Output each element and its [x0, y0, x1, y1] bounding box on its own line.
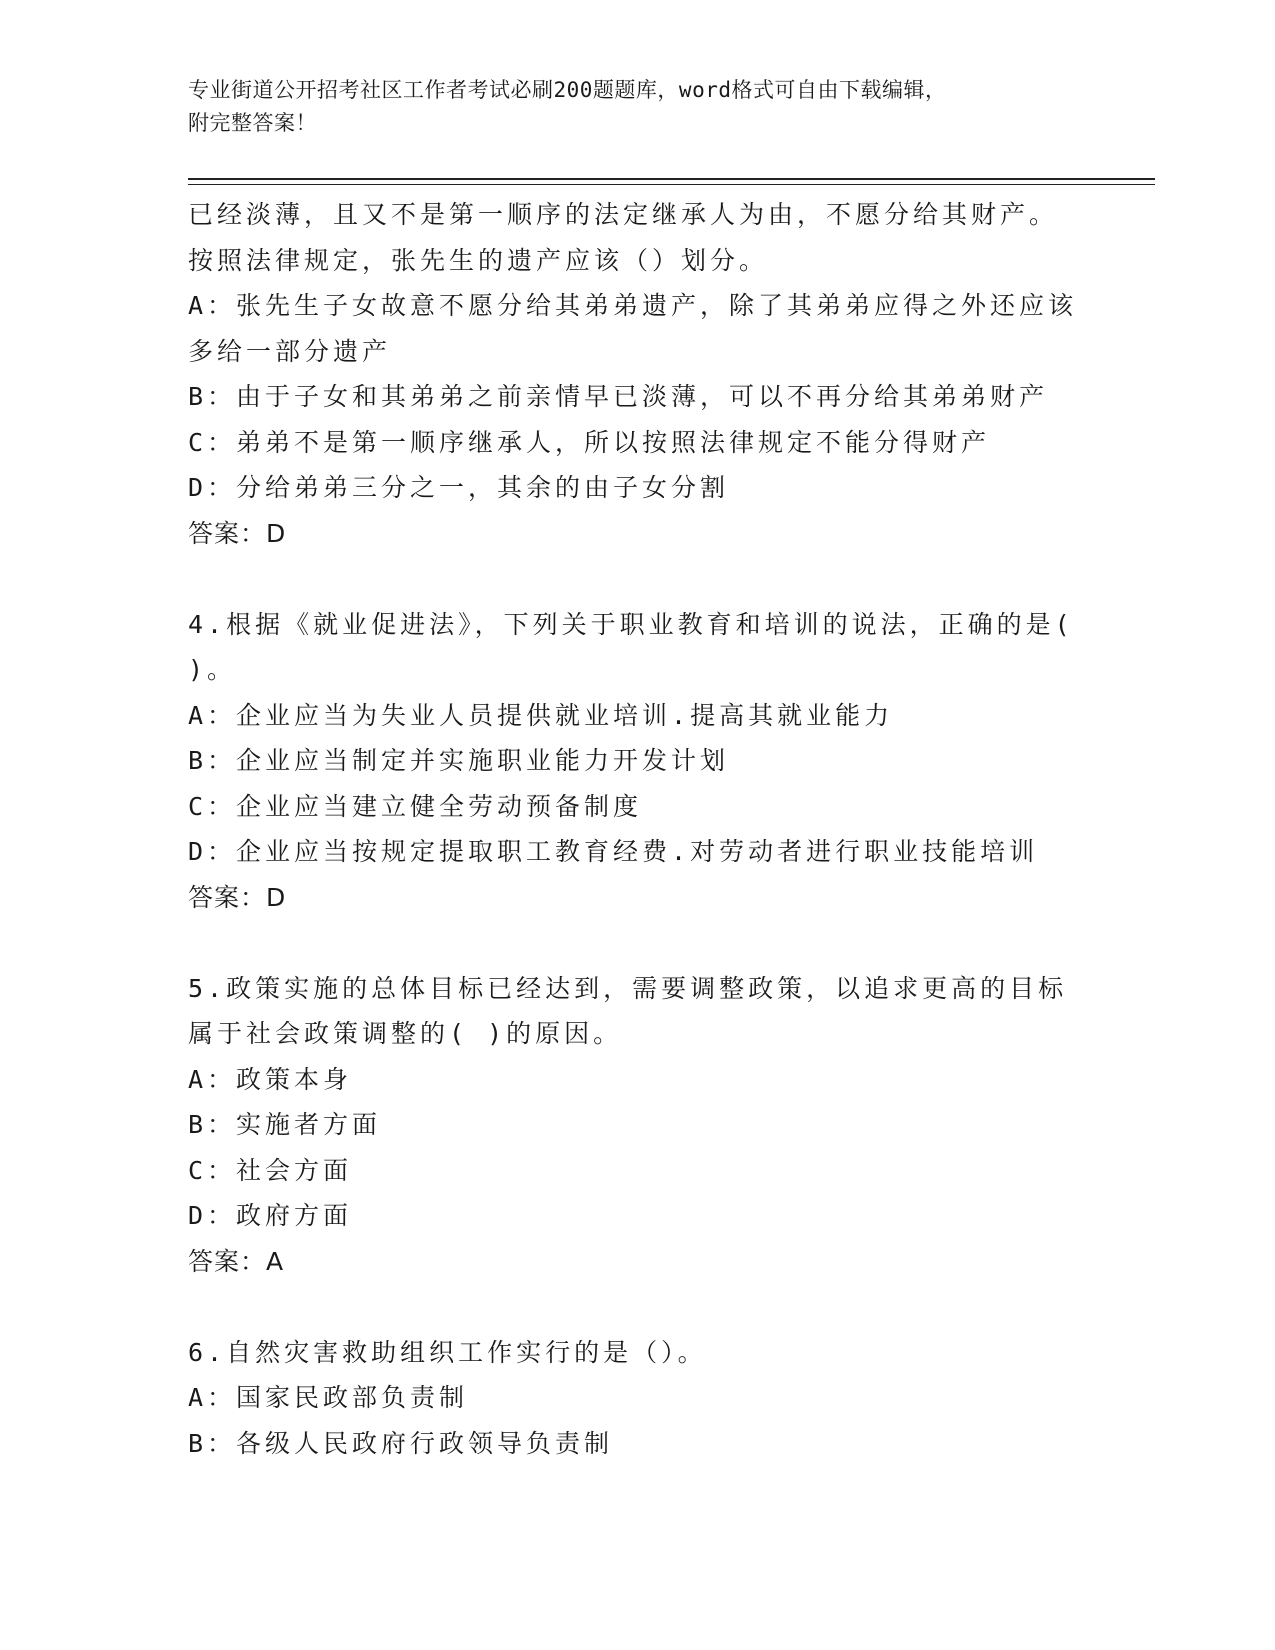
header-line-1: 专业街道公开招考社区工作者考试必刷200题题库，word格式可自由下载编辑， [188, 78, 947, 102]
question-block-6 [188, 1330, 1088, 1467]
question-stem-line: 属于社会政策调整的( )的原因。 [188, 1019, 623, 1048]
question-block-4 [188, 602, 1088, 921]
option-d: D：企业应当按规定提取职工教育经费.对劳动者进行职业技能培训 [188, 837, 1039, 866]
option-b: B：企业应当制定并实施职业能力开发计划 [188, 746, 730, 775]
option-a: A：张先生子女故意不愿分给其弟弟遗产，除了其弟弟应得之外还应该 [188, 291, 1078, 320]
question-stem-line: 4.根据《就业促进法》，下列关于职业教育和培训的说法，正确的是( [188, 609, 1074, 639]
spacer [188, 556, 1088, 602]
option-b: B：实施者方面 [188, 1110, 382, 1139]
option-d: D：分给弟弟三分之一，其余的由子女分割 [188, 473, 730, 502]
answer-line: 答案：D [188, 518, 287, 548]
option-a: A：国家民政部负责制 [188, 1383, 469, 1412]
document-header [188, 74, 1088, 140]
option-a-continued: 多给一部分遗产 [188, 336, 392, 366]
option-b: B：各级人民政府行政领导负责制 [188, 1428, 614, 1458]
header-rule-thick [188, 178, 1155, 180]
header-line-2: 附完整答案！ [188, 111, 317, 135]
question-stem-line: 5.政策实施的总体目标已经达到，需要调整政策，以追求更高的目标 [188, 973, 1068, 1003]
answer-line: 答案：D [188, 882, 287, 912]
question-block-5 [188, 966, 1088, 1285]
option-b: B：由于子女和其弟弟之前亲情早已淡薄，可以不再分给其弟弟财产 [188, 382, 1049, 411]
question-stem-line: 已经淡薄，且又不是第一顺序的法定继承人为由，不愿分给其财产。 [188, 200, 1059, 229]
question-stem-line: )。 [188, 655, 237, 684]
question-stem-line: 按照法律规定，张先生的遗产应该（）划分。 [188, 245, 769, 275]
option-c: C：社会方面 [188, 1155, 353, 1185]
question-stem-line: 6.自然灾害救助组织工作实行的是（）。 [188, 1337, 707, 1367]
question-block-continued [188, 192, 1088, 556]
header-rule-thin [188, 184, 1155, 185]
option-c: C：企业应当建立健全劳动预备制度 [188, 791, 643, 821]
spacer [188, 1284, 1088, 1330]
option-d: D：政府方面 [188, 1201, 353, 1230]
answer-line: 答案：A [188, 1246, 285, 1276]
option-a: A：企业应当为失业人员提供就业培训.提高其就业能力 [188, 700, 894, 730]
question-list [188, 192, 1088, 1466]
spacer [188, 920, 1088, 966]
option-c: C：弟弟不是第一顺序继承人，所以按照法律规定不能分得财产 [188, 427, 991, 457]
option-a: A：政策本身 [188, 1064, 353, 1094]
